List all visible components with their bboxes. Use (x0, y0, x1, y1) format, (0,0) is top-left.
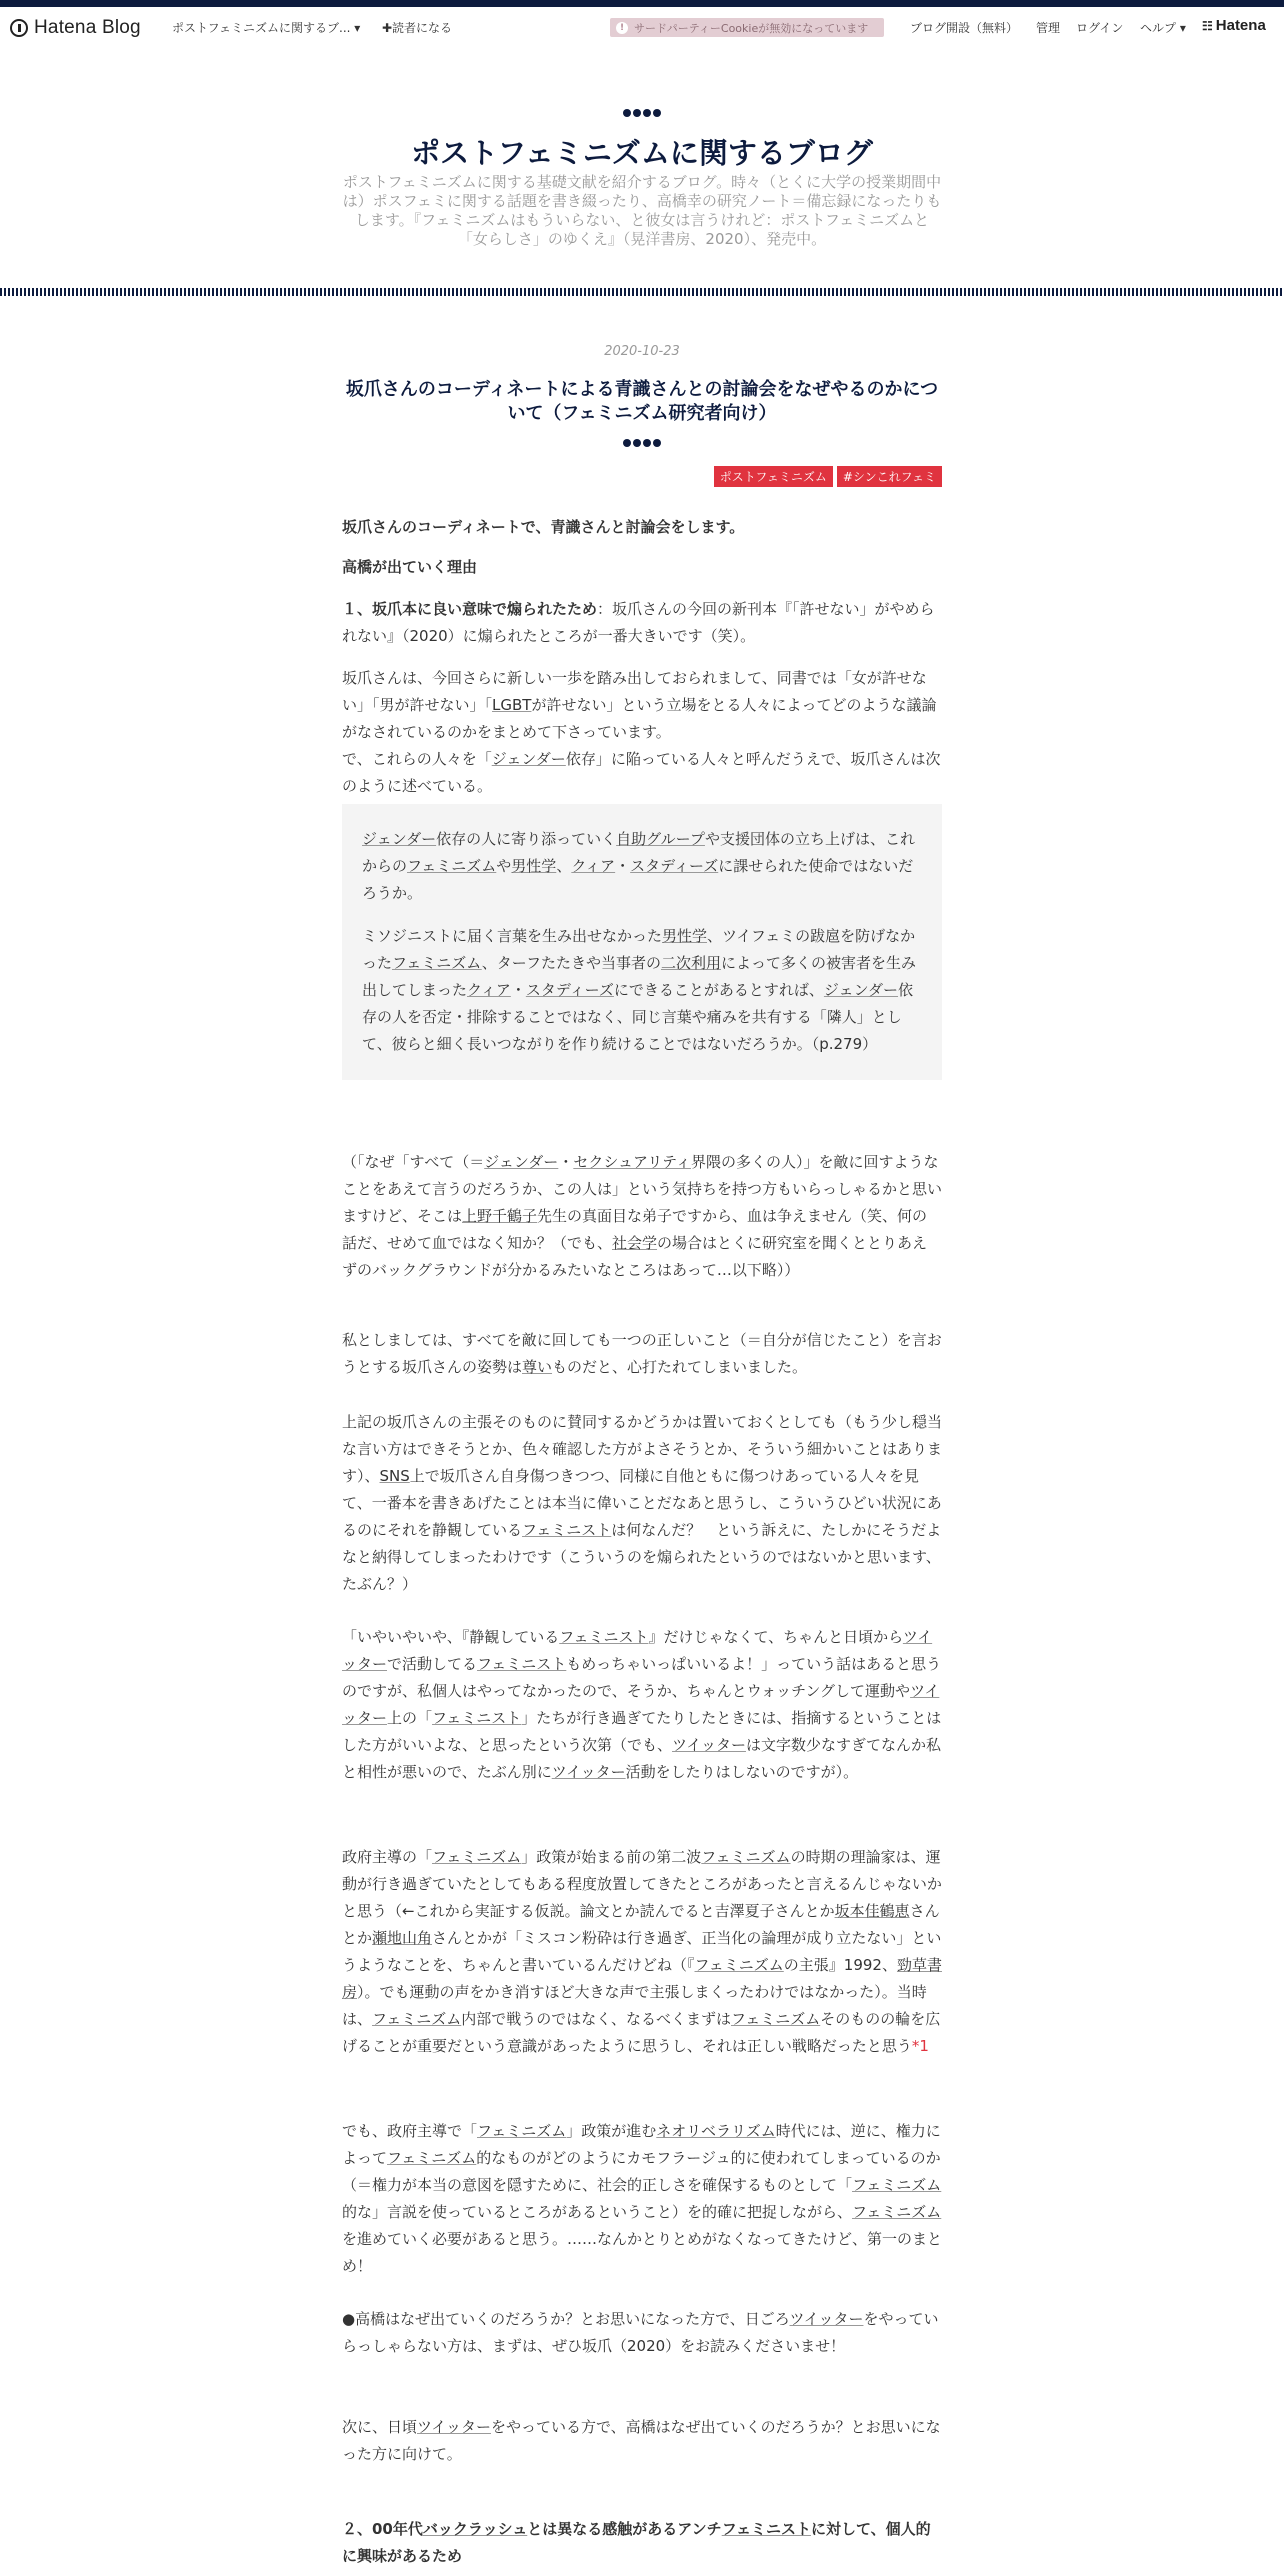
hatena-text: Hatena (1215, 17, 1266, 34)
paragraph: ●高橋はなぜ出ていくのだろうか？とお思いになった方で、日ごろツイッターをやっていらっしゃらない方は、まずは、ぜひ坂爪（2020）をお読みくださいませ！ (342, 2310, 939, 2355)
keyword-link[interactable]: 男性学 (511, 857, 557, 875)
paragraph: 坂爪さんは、今回さらに新しい一歩を踏み出しておられまして、同書では「女が許せない」「男が許せない」「LGBTが許せない」という立場をとる人々によってどのような議論がなされているのかをまとめて下さっています。 で、これらの人々を「ジェンダー依存」に陥っている人々と呼んだうえで、坂爪さんは次のように述べている。 (342, 669, 941, 795)
keyword-link[interactable]: フェミニスト (477, 1655, 567, 1673)
paragraph: 「いやいやいや、『静観しているフェミニスト』だけじゃなくて、ちゃんと日頃からツイッターで活動してるフェミニストもめっちゃいっぱいいるよ！」っていう話はあると思うのですが、私個人はやってなかったので、そうか、ちゃんとウォッチングして運動やツイッター上の「フェミニスト」たちが行き過ぎてたりしたときには、指摘するということはした方がいいよな、と思ったという次第（でも、ツイッターは文字数少なすぎてなんか私と相性が悪いので、たぶん別にツイッター活動をしたりはしないのですが）。 (342, 1628, 942, 1781)
keyword-link[interactable]: フェミニズム (387, 2149, 477, 2167)
keyword-link[interactable]: ツイッター (672, 1736, 746, 1754)
keyword-link[interactable]: スタディーズ (525, 981, 614, 999)
category-tag[interactable]: ポストフェミニズム (714, 466, 833, 487)
keyword-link[interactable]: 勁草書房 (342, 1956, 942, 2001)
start-blog-link[interactable]: ブログ開設（無料） (910, 21, 1019, 35)
keyword-link[interactable]: フェミニズム (694, 1956, 784, 1974)
subscribe-button[interactable]: ✚読者になる (382, 21, 453, 35)
logo-text: Hatena Blog (34, 17, 141, 38)
keyword-link[interactable]: フェミニスト (721, 2520, 811, 2538)
keyword-link[interactable]: スタディーズ (630, 857, 719, 875)
keyword-link[interactable]: SNS (379, 1467, 410, 1485)
keyword-link[interactable]: ジェンダー (362, 830, 437, 848)
keyword-link[interactable]: ツイッター (417, 2418, 491, 2436)
quote-paragraph: ミソジニストに届く言葉を生み出せなかった男性学、ツイフェミの跋扈を防げなかったフェミニズム、ターフたたきや当事者の二次利用によって多くの被害者を生み出してしまったクィア・スタディーズにできることがあるとすれば、ジェンダー依存の人を否定・排除することではなく、同じ言葉や痛みを共有する「隣人」として、彼らと細く長いつながりを作り続けることではないだろうか。（p.279） (362, 927, 917, 1053)
blog-title[interactable]: ポストフェミニズムに関するブログ (411, 136, 873, 170)
keyword-link[interactable]: 上野千鶴子 (462, 1207, 538, 1225)
paragraph: 上記の坂爪さんの主張そのものに賛同するかどうかは置いておくとしても（もう少し穏当な言い方はできそうとか、色々確認した方がよさそうとか、そういう細かいことはあります）、SNS上で坂爪さん自身傷つきつつ、同様に自他ともに傷つけあっている人々を見て、一番本を書きあげたことは本当に偉いことだなあと思うし、こういうひどい状況にあるのにそれを静観しているフェミニストは何なんだ？ という訴えに、たしかにそうだよなと納得してしまったわけです（こういうのを煽られたというのではないかと思います、たぶん？） (342, 1413, 943, 1593)
title-dots-ornament (342, 439, 942, 447)
entry-date[interactable]: 2020-10-23 (604, 344, 680, 359)
keyword-link[interactable]: フェミニズム (432, 1848, 522, 1866)
global-header (0, 7, 1284, 47)
paragraph: 次に、日頃ツイッターをやっている方で、高橋はなぜ出ていくのだろうか？とお思いになった方に向けて。 (342, 2418, 941, 2463)
header-divider-stripe (0, 288, 1284, 296)
keyword-link[interactable]: ネオリベラリズム (656, 2122, 776, 2140)
keyword-link[interactable]: フェミニズム (372, 2010, 462, 2028)
keyword-link[interactable]: ツイッター (789, 2310, 864, 2328)
keyword-link[interactable]: ジェンダー (484, 1153, 559, 1171)
entry-categories (714, 466, 942, 487)
keyword-link[interactable]: ジェンダー (491, 750, 566, 768)
hatena-logo-icon (10, 19, 28, 37)
keyword-link[interactable]: ジェンダー (823, 981, 899, 999)
paragraph: 高橋が出ていく理由 (342, 558, 478, 576)
footnote-link[interactable]: *1 (911, 2037, 929, 2055)
entry-title[interactable]: 坂爪さんのコーディネートによる青識さんとの討論会をなぜやるのかについて（フェミニズム研究者向け） (345, 379, 939, 424)
keyword-link[interactable]: クィア (571, 857, 616, 875)
keyword-link[interactable]: 尊い (522, 1358, 553, 1376)
blockquote (342, 804, 942, 1080)
admin-link[interactable]: 管理 (1036, 21, 1061, 35)
keyword-link[interactable]: フェミニズム (407, 857, 497, 875)
keyword-link[interactable]: フェミニスト (432, 1709, 522, 1727)
top-accent-line (0, 0, 1284, 7)
keyword-link[interactable]: バックラッシュ (422, 2520, 528, 2538)
keyword-link[interactable]: ツイッター (342, 1628, 933, 1673)
keyword-link[interactable]: 坂本佳鶴恵 (834, 1902, 910, 1920)
keyword-link[interactable]: ツイッター (551, 1763, 626, 1781)
keyword-link[interactable]: フェミニズム (852, 2203, 942, 2221)
paragraph: １、坂爪本に良い意味で煽られたため：坂爪さんの今回の新刊本『「許せない」がやめられない』（2020）に煽られたところが一番大きいです（笑）。 (342, 600, 935, 645)
keyword-link[interactable]: 二次利用 (660, 954, 721, 972)
keyword-link[interactable]: 瀬地山角 (372, 1929, 433, 1947)
paragraph: 坂爪さんのコーディネートで、青識さんと討論会をします。 (342, 518, 745, 536)
keyword-link[interactable]: フェミニズム (392, 954, 482, 972)
keyword-link[interactable]: LGBT (492, 696, 532, 714)
keyword-link[interactable]: 男性学 (662, 927, 708, 945)
cookie-notice[interactable] (610, 18, 884, 37)
keyword-link[interactable]: フェミニズム (730, 2010, 821, 2028)
login-link[interactable]: ログイン (1076, 21, 1124, 35)
paragraph: 私としましては、すべてを敵に回しても一つの正しいこと（＝自分が信じたこと）を言おうとする坂爪さんの姿勢は尊いものだと、心打たれてしまいました。 (342, 1331, 942, 1376)
keyword-link[interactable]: 自助グループ (616, 830, 705, 848)
hatena-blog-logo[interactable] (10, 17, 141, 39)
paragraph: 政府主導の「フェミニズム」政策が始まる前の第二波フェミニズムの時期の理論家は、運動が行き過ぎていたとしてもある程度放置してきたところがあったと言えるんじゃないかと思う（←これから実証する仮説。論文とか読んでると吉澤夏子さんとか坂本佳鶴恵さんとか瀬地山角さんとかが「ミスコン粉砕は行き過ぎ、正当化の論理が成り立たない」というようなことを、ちゃんと書いているんだけどね（『フェミニズムの主張』1992、勁草書房）。でも運動の声をかき消すほど大きな声で主張しまくったわけではなかった）。当時は、フェミニズム内部で戦うのではなく、なるべくまずはフェミニズムそのものの輪を広げることが重要だという意識があったように思うし、それは正しい戦略だったと思う*1 (342, 1848, 942, 2055)
paragraph: でも、政府主導で「フェミニズム」政策が進むネオリベラリズム時代には、逆に、権力によってフェミニズム的なものがどのようにカモフラージュ的に使われてしまっているのか（＝権力が本当の意図を隠すために、社会的正しさを確保するものとして「フェミニズム的な」言説を使っているところがあるということ）を的確に把捉しながら、フェミニズムを進めていく必要があると思う。……なんかとりとめがなくなってきたけど、第一のまとめ！ (342, 2122, 943, 2275)
quote-paragraph: ジェンダー依存の人に寄り添っていく自助グループや支援団体の立ち上げは、これからのフェミニズムや男性学、クィア・スタディーズに課せられた使命ではないだろうか。 (362, 830, 915, 902)
info-icon: ! (616, 22, 628, 34)
help-dropdown[interactable]: ヘルプ ▾ (1140, 21, 1186, 35)
hatena-menu-icon: ☷ (1202, 18, 1213, 33)
paragraph: （「なぜ「すべて（＝ジェンダー・セクシュアリティ界隈の多くの人）」を敵に回すようなことをあえて言うのだろうか、この人は」という気持ちを持つ方もいらっしゃるかと思いますけど、そこは上野千鶴子先生の真面目な弟子ですから、血は争えません（笑、何の話だ、せめて血ではなく知か？（でも、社会学の場合はとくに研究室を聞くととりあえずのバックグラウンドが分かるみたいなところはあって…以下略）） (342, 1153, 943, 1279)
blog-selector-dropdown[interactable]: ポストフェミニズムに関するブ... ▾ (172, 21, 361, 35)
keyword-link[interactable]: セクシュアリティ (573, 1153, 691, 1171)
cookie-notice-text: サードパーティーCookieが無効になっています (634, 21, 869, 35)
keyword-link[interactable]: フェミニズム (852, 2176, 942, 2194)
keyword-link[interactable]: フェミニズム (701, 1848, 791, 1866)
hatena-menu[interactable] (1202, 17, 1266, 34)
keyword-link[interactable]: クィア (467, 981, 511, 999)
keyword-link[interactable]: フェミニズム (477, 2122, 567, 2140)
keyword-link[interactable]: フェミニスト (559, 1628, 649, 1646)
keyword-link[interactable]: フェミニスト (522, 1521, 612, 1539)
keyword-link[interactable]: ツイッター (342, 1682, 940, 1727)
keyword-link[interactable]: 社会学 (612, 1234, 658, 1252)
section-heading: ２、00年代バックラッシュとは異なる感触があるアンチフェミニストに対して、個人的に興味があるため (342, 2520, 931, 2565)
category-tag[interactable]: #シンこれフェミ (837, 466, 942, 487)
header-dots-ornament (0, 109, 1284, 117)
blog-header (0, 47, 1284, 292)
blog-description: ポストフェミニズムに関する基礎文献を紹介するブログ。時々（とくに大学の授業期間中は）ポスフェミに関する話題を書き綴ったり、高橋幸の研究ノート＝備忘録になったりもします。『フェミニズムはもういらない、と彼女は言うけれど：ポストフェミニズムと「女らしさ」のゆくえ』（晃洋書房、2020）、発売中。 (342, 173, 942, 248)
